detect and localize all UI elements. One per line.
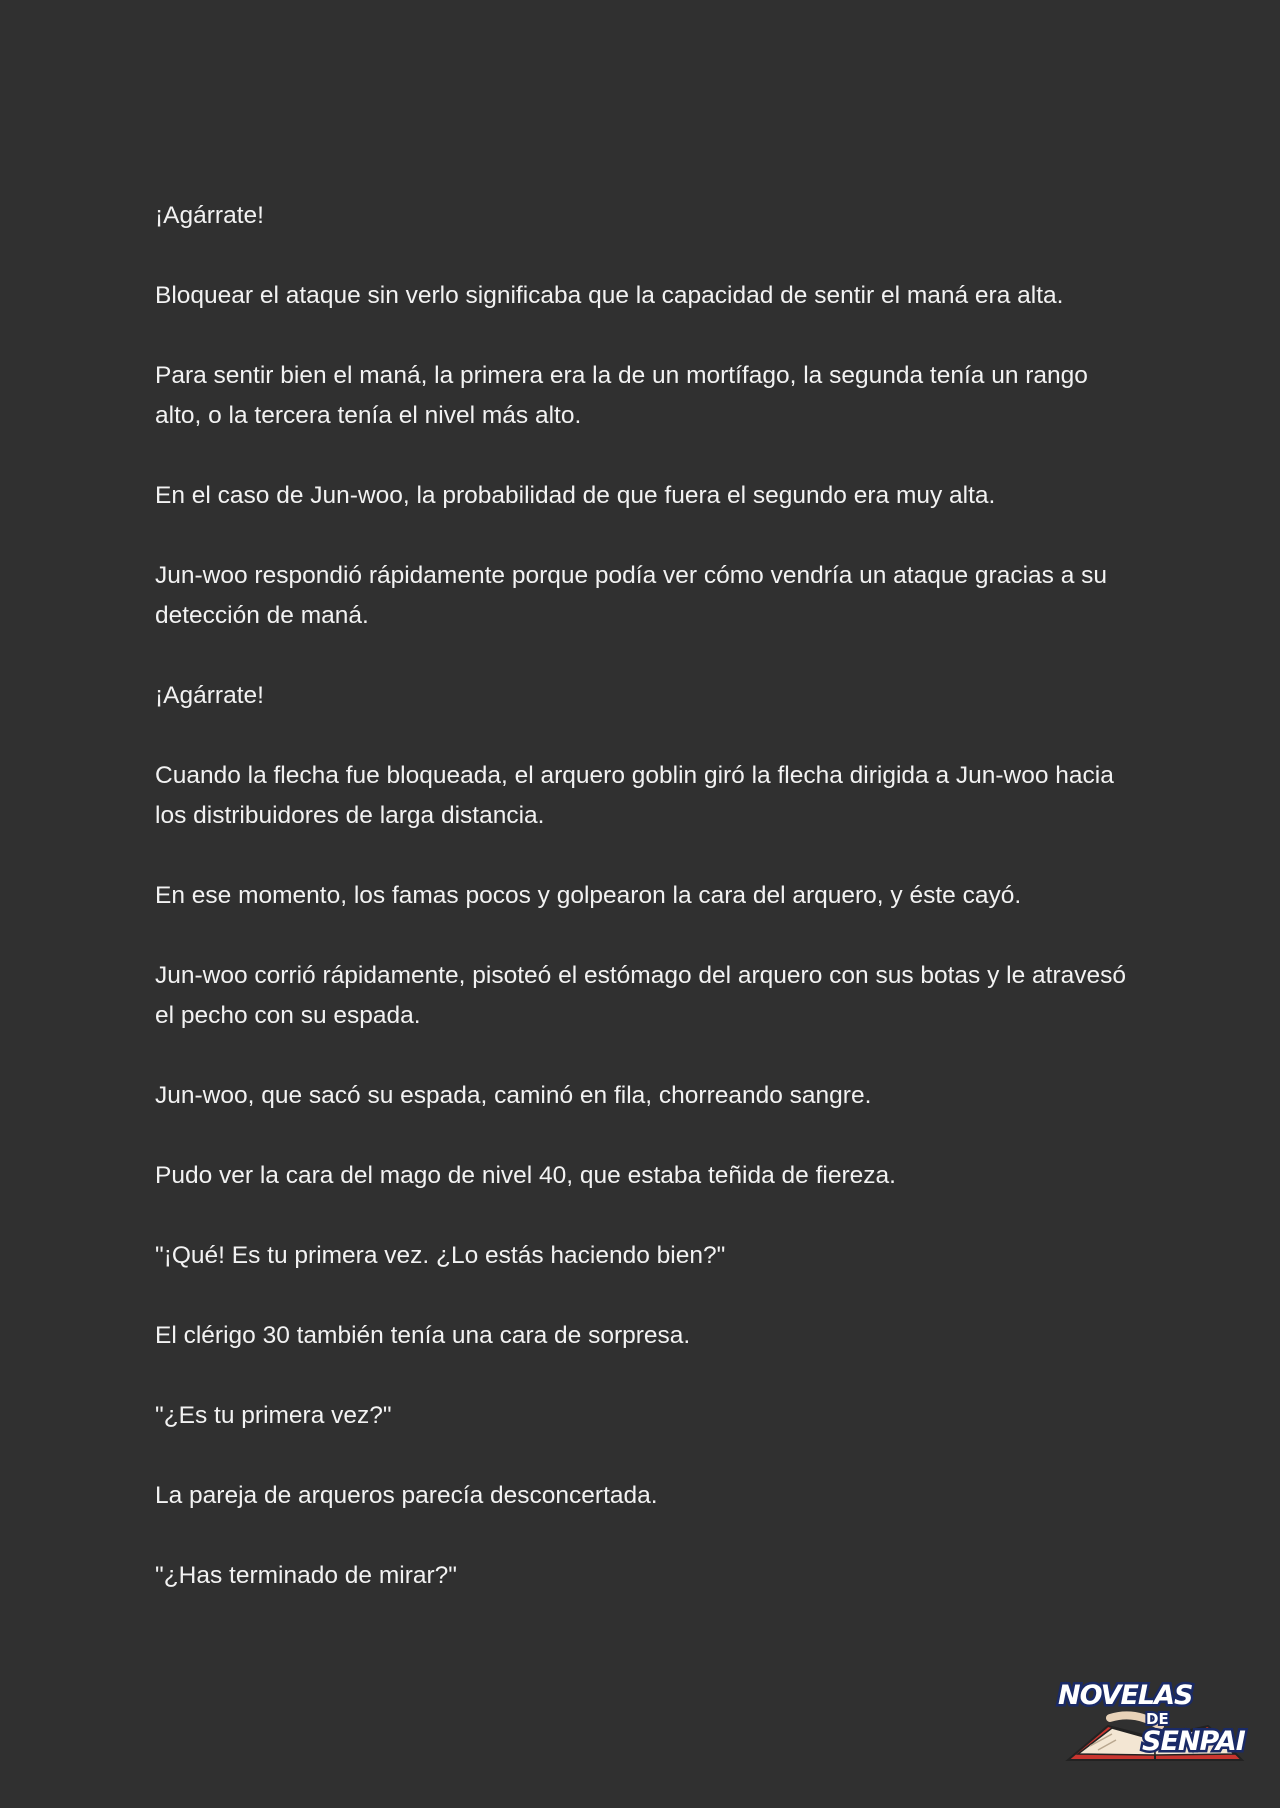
logo-line2: DE: [1146, 1710, 1169, 1728]
paragraph: Pudo ver la cara del mago de nivel 40, que estaba teñida de fiereza.: [155, 1162, 896, 1189]
paragraph: Para sentir bien el maná, la primera era la de un mortífago, la segunda tenía un rango alto, o la tercera tenía el nivel más alto.: [155, 362, 1088, 429]
paragraph: Cuando la flecha fue bloqueada, el arquero goblin giró la flecha dirigida a Jun-woo hacia los distribuidores de larga distancia.: [155, 762, 1114, 829]
paragraph: Jun-woo respondió rápidamente porque podía ver cómo vendría un ataque gracias a su detección de maná.: [155, 562, 1108, 629]
logo-graphic: [1050, 1668, 1260, 1768]
paragraph: En ese momento, los famas pocos y golpearon la cara del arquero, y éste cayó.: [155, 882, 1022, 909]
paragraph: Bloquear el ataque sin verlo significaba que la capacidad de sentir el maná era alta.: [155, 282, 1064, 309]
chapter-text: [155, 196, 1135, 1636]
paragraph: "¿Es tu primera vez?": [155, 1402, 392, 1429]
paragraph: En el caso de Jun-woo, la probabilidad de que fuera el segundo era muy alta.: [155, 482, 996, 509]
paragraph: Jun-woo corrió rápidamente, pisoteó el estómago del arquero con sus botas y le atravesó el pecho con su espada.: [155, 962, 1127, 1029]
paragraph: ¡Agárrate!: [155, 682, 264, 709]
paragraph: Jun-woo, que sacó su espada, caminó en fila, chorreando sangre.: [155, 1082, 872, 1109]
paragraph: "¿Has terminado de mirar?": [155, 1562, 457, 1589]
paragraph: ¡Agárrate!: [155, 202, 264, 229]
logo-line1: NOVELAS: [1058, 1680, 1193, 1711]
logo-line3: SENPAI: [1142, 1726, 1245, 1757]
novelas-de-senpai-logo: [1050, 1668, 1260, 1768]
paragraph: La pareja de arqueros parecía desconcertada.: [155, 1482, 658, 1509]
paragraph: El clérigo 30 también tenía una cara de sorpresa.: [155, 1322, 691, 1349]
paragraph: "¡Qué! Es tu primera vez. ¿Lo estás haciendo bien?": [155, 1242, 726, 1269]
